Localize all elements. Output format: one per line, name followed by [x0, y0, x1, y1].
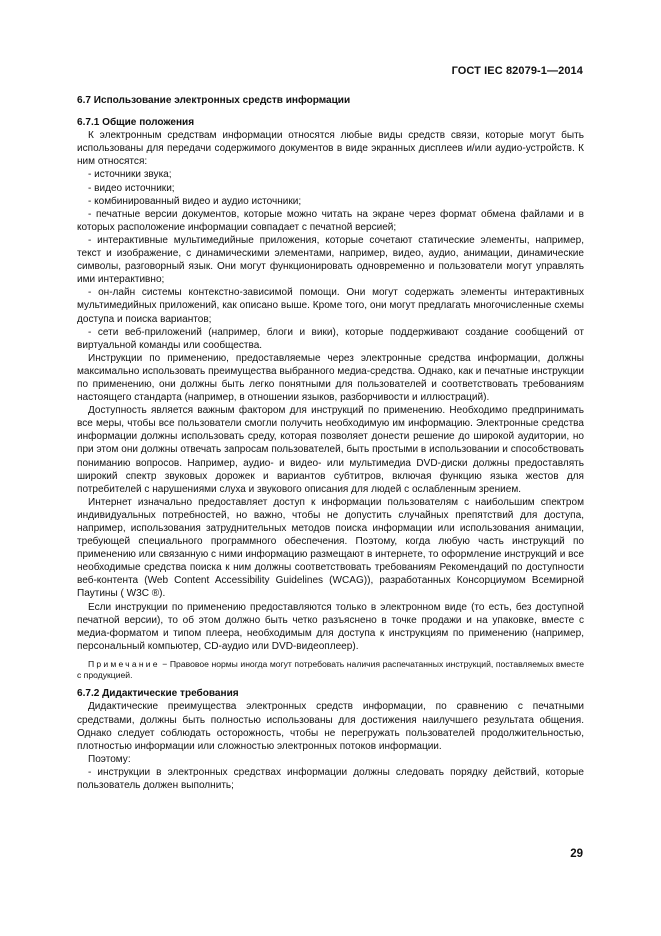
paragraph: К электронным средствам информации относятся любые виды средств связи, которые могут быть использованы для передачи содержимого документов в виде экранных дисплеев и/или аудио-устройств. К ним относятся:: [77, 130, 584, 168]
paragraph: Если инструкции по применению предоставляются только в электронном виде (то есть, без доступной печатной версии), то об этом должно быть четко разъяснено в точке продажи и на упаковке, вместе с медиа-форматом и типом плеера, необходимым для доступа к инструкциям по применению (например, персональный компьютер, CD-аудио или DVD-видеоплеер).: [77, 601, 584, 652]
paragraph: Поэтому:: [88, 753, 131, 765]
list-item: - интерактивные мультимедийные приложения, которые сочетают статические элементы, например, текст и изображение, с динамическими элементами, например, видео, аудио, анимации, динамические символы, разговорный язык. Они могут функционировать одновременно и пользователи могут управлять ими интерактивно;: [77, 234, 584, 286]
section-heading-6-7-2: 6.7.2 Дидактические требования: [77, 688, 239, 700]
list-item: - сети веб-приложений (например, блоги и вики), которые поддерживают создание сообщений от виртуальной команды или сообщества.: [77, 326, 584, 351]
list-item: - инструкции в электронных средствах информации должны следовать порядку действий, которые пользователь должен выполнить;: [77, 766, 584, 791]
note-text: − Правовое нормы иногда могут потребовать наличия распечатанных инструкций, поставляемых вместе с продукцией.: [77, 658, 584, 681]
document-id-header: ГОСТ IEC 82079-1—2014: [451, 65, 583, 77]
list-item: - видео источники;: [88, 182, 175, 194]
paragraph: Дидактические преимущества электронных средств информации, по сравнению с печатными средствами, должны быть полностью использованы для достижения наилучшего результата общения. Однако следует соблюдать осторожность, чтобы не перегружать пользователей продолжительностью, плотностью информации или сложностью электронных потоков информации.: [77, 701, 584, 752]
list-item: - источники звука;: [88, 169, 172, 181]
note: [77, 659, 584, 681]
note-label: Примечание: [88, 658, 160, 669]
paragraph: Инструкции по применению, предоставляемые через электронные средства информации, должны максимально использовать преимущества выбранного медиа-средства. Однако, как и печатные инструкции по применению, они должны быть легко понятными для пользователей и соответствовать требованиям настоящего стандарта (например, в отношении языков, разборчивости и иллюстраций).: [77, 352, 584, 404]
section-heading-6-7-1: 6.7.1 Общие положения: [77, 117, 195, 129]
paragraph: Интернет изначально предоставляет доступ к информации пользователям с наибольшим спектром индивидуальных потребностей, но важно, чтобы не допустить случайных препятствий для доступа, например, использования затруднительных методов поиска информации или использования анимации, требующей специального программного обеспечения. Поэтому, когда любую часть инструкций по применению или связанную с ними информацию размещают в интернете, то оформление инструкций и все необходимые средства поиска к ним должны соответствовать требованиям Рекомендаций по доступности веб-контента (Web Content Accessibility Guidelines (WCAG)), разработанных Консорциумом Всемирной Паутины ( W3C ®).: [77, 496, 584, 600]
list-item: - он-лайн системы контекстно-зависимой помощи. Они могут содержать элементы интерактивных мультимедийных приложений, как описано выше. Кроме того, они могут предлагать многочисленные схемы доступа и поиска вариантов;: [77, 287, 584, 325]
section-heading-6-7: 6.7 Использование электронных средств информации: [77, 95, 351, 106]
paragraph: Доступность является важным фактором для инструкций по применению. Необходимо предпринимать все меры, чтобы все пользователи смогли получить необходимую им информацию. Электронные средства информации должны использовать среду, которая позволяет донести решение до широкой аудитории, но при этом они должны отвечать запросам пользователей, быть простыми в использовании и способствовать пониманию вопросов. Например, аудио- и видео- или мультимедиа DVD-диски должны предоставлять широкий спектр звуковых дорожек и вариантов субтитров, включая функцию языка жестов для потребителей с нарушениями слуха и звукового описания для людей с ослабленным зрением.: [77, 405, 584, 495]
page-body: [77, 92, 584, 792]
list-item: - печатные версии документов, которые можно читать на экране через формат обмена файлами и в которых расположение информации совпадает с печатной версией;: [77, 208, 584, 233]
page-number: 29: [570, 848, 583, 860]
list-item: - комбинированный видео и аудио источники;: [88, 195, 302, 207]
